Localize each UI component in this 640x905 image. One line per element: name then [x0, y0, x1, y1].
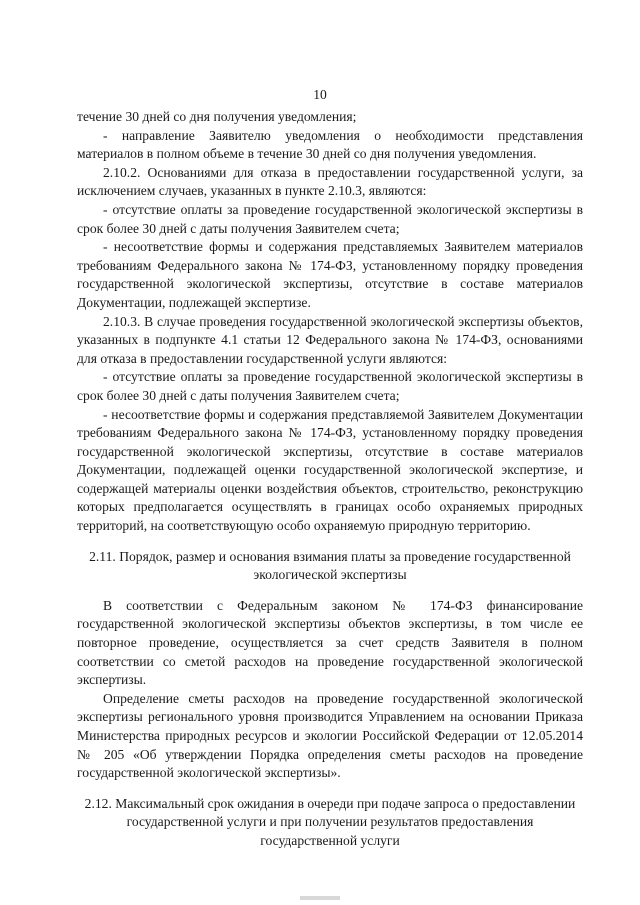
bottom-edge-mark	[300, 896, 340, 900]
section-heading-2-11: 2.11. Порядок, размер и основания взимания платы за проведение государственной экологической экспертизы	[89, 548, 571, 583]
list-item-notification: - направление Заявителю уведомления о необходимости представления материалов в полном объеме в течение 30 дней со дня получения уведомления.	[77, 127, 583, 162]
paragraph-2-10-2: 2.10.2. Основаниями для отказа в предоставлении государственной услуги, за исключением случаев, указанных в пункте 2.10.3, являются:	[77, 164, 583, 199]
document-body	[77, 108, 583, 851]
page-number: 10	[313, 87, 327, 102]
section-heading-2-12: 2.12. Максимальный срок ожидания в очереди при подаче запроса о предоставлении государственной услуги и при получении результатов предоставления государственной услуги	[84, 795, 576, 848]
list-item-no-payment-2: - отсутствие оплаты за проведение государственной экологической экспертизы в срок более 30 дней с даты получения Заявителем счета;	[77, 369, 583, 403]
list-item-no-payment: - отсутствие оплаты за проведение государственной экологической экспертизы в срок более 30 дней с даты получения Заявителем счета;	[77, 201, 583, 236]
paragraph-2-10-3: 2.10.3. В случае проведения государственной экологической экспертизы объектов, указанных в подпункте 4.1 статьи 12 Федерального закона № 174-ФЗ, основаниями для отказа в предоставлении государственной услуги являются:	[77, 313, 583, 366]
paragraph-continuation: течение 30 дней со дня получения уведомления;	[77, 109, 357, 124]
paragraph-estimate: Определение сметы расходов на проведение государственной экологической экспертизы регионального уровня производится Управлением на основании Приказа Министерства природных ресурсов и экологии Российской Федерации от 12.05.2014 № 205 «Об утверждении Порядка определения сметы расходов на проведение государственной экологической экспертизы».	[77, 690, 583, 781]
list-item-nonconformity: - несоответствие формы и содержания представляемых Заявителем материалов требованиям Федерального закона № 174-ФЗ, установленному порядку проведения государственной экологической экспертизы, отсутствие в составе материалов Документации, подлежащей экспертизе.	[77, 239, 583, 310]
paragraph-financing: В соответствии с Федеральным законом № 174-ФЗ финансирование государственной экологической экспертизы объектов экспертизы, в том числе ее повторное проведение, осуществляется за счет средств Заявителя в полном соответствии со сметой расходов на проведение государственной экологической экспертизы.	[77, 597, 583, 688]
list-item-nonconformity-2: - несоответствие формы и содержания представляемой Заявителем Документации требованиям Федерального закона № 174-ФЗ, установленному порядку проведения государственной экологической экспертизы, отсутствие в составе материалов Документации, подлежащей оценки государственной экологической экспертизе, и содержащей материалы оценки воздействия объектов, строительство, реконструкцию которых предполагается осуществлять в границах особо охраняемых природных территорий, на соответствующую особо охраняемую природную территорию.	[77, 406, 583, 534]
